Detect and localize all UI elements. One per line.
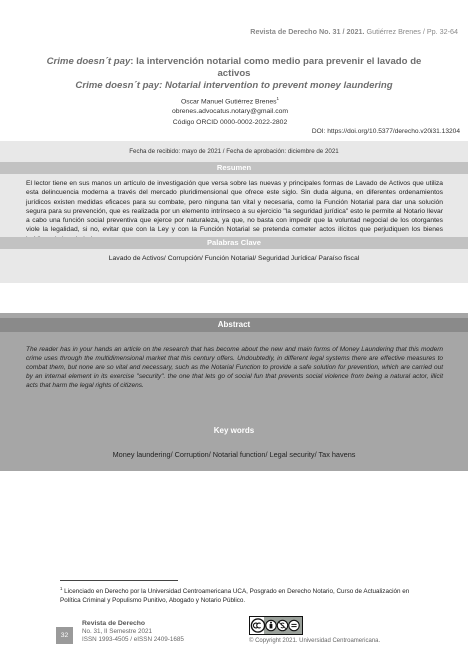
author-email[interactable]: obrenes.advocatus.notary@gmail.com [171, 108, 289, 116]
submission-dates: Fecha de recibido: mayo de 2021 / Fecha de aprobación: diciembre de 2021 [129, 148, 339, 155]
license-badge-graphic [250, 617, 302, 634]
footnote-divider [60, 580, 178, 581]
footnote [60, 585, 422, 605]
author-name: Oscar Manuel Gutiérrez Brenes [180, 98, 277, 106]
author-block [130, 94, 330, 128]
resumen-text: El lector tiene en sus manos un artículo de investigación que versa sobre las nuevas y principales formas de Lavado de Activos que utiliza esta delincuencia moderna a través del mercado pluridimensional que ofrece este siglo. Sin duda alguna, en diferentes ordenamientos jurídicos existen medidas eficaces para su combate, pero ninguna tan vital y necesaria, como la Función Notarial para dar una solución segura para su prevención, que es realizada por un elemento intrínseco a su ejercicio "la seguridad jurídica" esto le permite al Notario llevar a cabo una función social preventiva que ejerce por naturaleza, ya que, no basta con impedir que la voluntad negocial de los otorgantes viole la legalidad, si no, evitar que con la Ley y con la Función Notarial se pretenda cometer actos ilícitos que perjudiquen los bienes [26, 180, 443, 234]
key-words-text: Money laundering/ Corruption/ Notarial function/ Legal security/ Tax havens [112, 450, 356, 459]
running-head-authors-pages: Gutiérrez Brenes / Pp. 32-64 [364, 27, 458, 36]
running-head [250, 27, 458, 36]
author-name-line [130, 94, 330, 107]
footer-issn: ISSN 1993-4505 / eISSN 2409-1685 [82, 636, 184, 643]
copyright-notice: © Copyright 2021. Universidad Centroamericana. [249, 638, 381, 644]
footnote-mark: 1 [60, 586, 63, 591]
cc-by-nc-nd-icon[interactable] [249, 616, 303, 635]
key-words-heading: Key words [213, 426, 255, 435]
journal-footer [82, 620, 184, 644]
title-english: Crime doesn´t pay: Notarial intervention to prevent money laundering [75, 80, 393, 91]
footer-journal-name: Revista de Derecho [82, 620, 146, 627]
spanish-abstract-panel [0, 141, 468, 283]
english-abstract-panel [0, 313, 468, 471]
doi-link[interactable]: DOI: https://doi.org/10.5377/derecho.v20i31.13204 [311, 128, 460, 135]
palabras-clave-text: Lavado de Activos/ Corrupción/ Función Notarial/ Seguridad Jurídica/ Paraíso fiscal [108, 255, 360, 262]
page-number: 32 [56, 627, 73, 644]
abstract-text: The reader has in your hands an article on the research that has become about the new and main forms of Money Laundering that this modern crime uses through the multidimensional market that this century offers. Undoubtedly, in different legal systems there are effective measures to combat them, but none are so vital and necessary, such as the Notarial Function to provide a safe solution for prevention, which are carried out by an internal element in its exercise "security". the one that lets go of social fun that prevents social violence from being a natural actor, illicit acts that harm the legal rights of citizens. [26, 346, 443, 390]
title-spanish-italic: Crime doesn´t pay [46, 56, 131, 67]
footnote-text: Licenciado en Derecho por la Universidad Centroamericana UCA, Posgrado en Derecho Notario, Curso de Actualización en Política Criminal y Populismo Punitivo, Abogado y Notario Público. [60, 588, 410, 604]
title-block [30, 56, 438, 92]
author-orcid: Código ORCID 0000-0002-2022-2802 [172, 118, 288, 126]
resumen-heading: Resumen [0, 162, 468, 174]
author-footnote-mark: 1 [276, 96, 280, 101]
title-spanish-rest: : la intervención notarial como medio para prevenir el lavado de activos [130, 56, 422, 79]
footer-issue: No. 31, II Semestre 2021 [82, 628, 153, 635]
palabras-clave-heading: Palabras Clave [0, 237, 468, 249]
abstract-heading: Abstract [0, 318, 468, 332]
title-spanish [30, 56, 438, 79]
running-head-journal: Revista de Derecho No. 31 / 2021. [250, 27, 365, 36]
